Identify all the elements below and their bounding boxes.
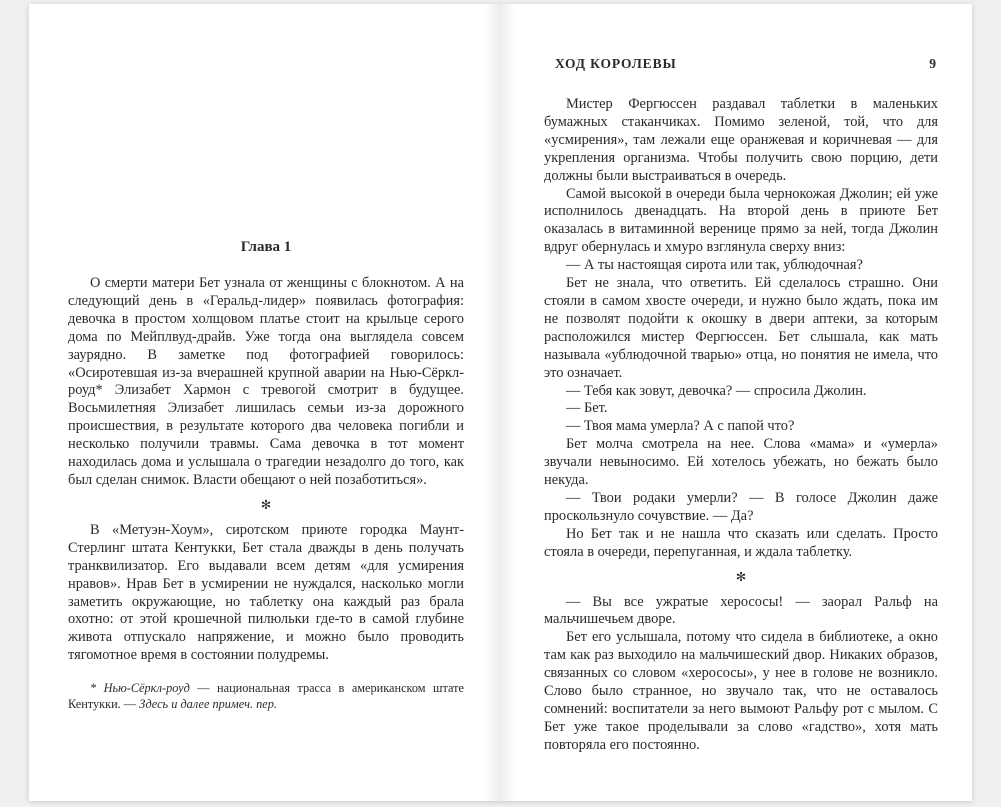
book-spread <box>29 4 972 801</box>
footnote-term: * Нью-Сёркл-роуд <box>90 681 190 696</box>
paragraph: Мистер Фергюссен раздавал таблетки в маленьких бумажных стаканчиках. Помимо зеленой, той, что для «усмирения», там лежали еще оранжевая и коричневая — для укрепления организма. Чтобы получить свою порцию, дети должны были выстраиваться в очередь. <box>544 96 938 184</box>
dialogue-line: — Твоя мама умерла? А с папой что? <box>566 418 795 435</box>
paragraph: Самой высокой в очереди была чернокожая Джолин; ей уже исполнилось двенадцать. На второй день в приюте Бет оказалась в витаминной веренице прямо за ней, тогда Джолин вдруг обернулась и хмуро взглянула сверху вниз: <box>544 185 938 256</box>
footnote <box>68 681 464 712</box>
right-page <box>544 4 938 801</box>
dialogue-line: — А ты настоящая сирота или так, ублюдочная? <box>566 257 863 274</box>
footnote-translator-note: Здесь и далее примеч. пер. <box>139 696 277 711</box>
running-head <box>544 56 938 72</box>
running-head-title: ХОД КОРОЛЕВЫ <box>555 56 677 71</box>
dialogue-line: — Твои родаки умерли? — В голосе Джолин даже проскользнуло сочувствие. — Да? <box>544 489 938 524</box>
left-page <box>68 4 464 801</box>
footnote-body: — национальная трасса в американском штате Кентукки. — <box>68 681 464 711</box>
dialogue-line: — Вы все ужратые херососы! — заорал Ральф на мальчишечьем дворе. <box>544 593 938 628</box>
paragraph: Но Бет так и не нашла что сказать или сделать. Просто стояла в очереди, перепуганная, и ждала таблетку. <box>544 525 938 560</box>
dialogue-line: — Бет. <box>566 400 608 417</box>
page-number: 9 <box>929 56 936 71</box>
chapter-heading: Глава 1 <box>240 239 292 255</box>
paragraph: О смерти матери Бет узнала от женщины с блокнотом. А на следующий день в «Геральд-лидер» появилась фотография: девочка в простом холщовом платье стоит на крыльце серого дома по Мейплвуд-драйв. Уже тогда она выглядела совсем заурядно. В заметке под фотографией говорилось: «Осиротевшая из-за вчерашней крупной аварии на Нью-Сёркл-роуд* Элизабет Хармон с тревогой смотрит в будущее. Восьмилетняя Элизабет лишилась семьи из-за дорожного происшествия, в результате которого два человека погибли и несколько получили травмы. Сама девочка в тот момент находилась дома и услышала о трагедии незадолго до того, как был сделан снимок. Власти обещают о ней позаботиться». <box>68 275 464 488</box>
section-separator-icon: ✻ <box>260 497 272 512</box>
book-spine <box>485 4 515 801</box>
section-separator-icon: ✻ <box>735 569 747 584</box>
paragraph: Бет его услышала, потому что сидела в библиотеке, а окно там как раз выходило на мальчишеский двор. Никаких образов, связанных со словом «херососы», у нее в голове не возникло. Слово было странное, но звучало так, что не оставалось сомнений: воспитатели за него вымоют Ральфу рот с мылом. С Бет уже такое проделывали за слово «гадство», хотя мать повторяла его постоянно. <box>544 629 938 753</box>
paragraph: Бет не знала, что ответить. Ей сделалось страшно. Они стояли в самом хвосте очереди, и нужно было ждать, пока им не позволят подойти к окошку в двери аптеки, за которым расположился мистер Фергюссен. Бет слышала, как мать называла «ублюдочной тварью» отца, но понятия не имела, что это означает. <box>544 275 938 381</box>
paragraph: Бет молча смотрела на нее. Слова «мама» и «умерла» звучали невыносимо. Ей хотелось убежать, но бежать было некуда. <box>544 436 938 489</box>
paragraph: В «Метуэн-Хоум», сиротском приюте городка Маунт-Стерлинг штата Кентукки, Бет стала дважды в день получать транквилизатор. Его выдавали всем детям «для усмирения нравов». Нрав Бет в усмирении не нуждался, насколько могли заметить окружающие, но таблетку она каждый раз брала охотно: от этой крошечной пилюльки где-то в самой глубине живота отпускало напряжение, и можно было проводить тягомотное время в состоянии полудремы. <box>68 521 464 664</box>
dialogue-line: — Тебя как зовут, девочка? — спросила Джолин. <box>566 382 867 399</box>
